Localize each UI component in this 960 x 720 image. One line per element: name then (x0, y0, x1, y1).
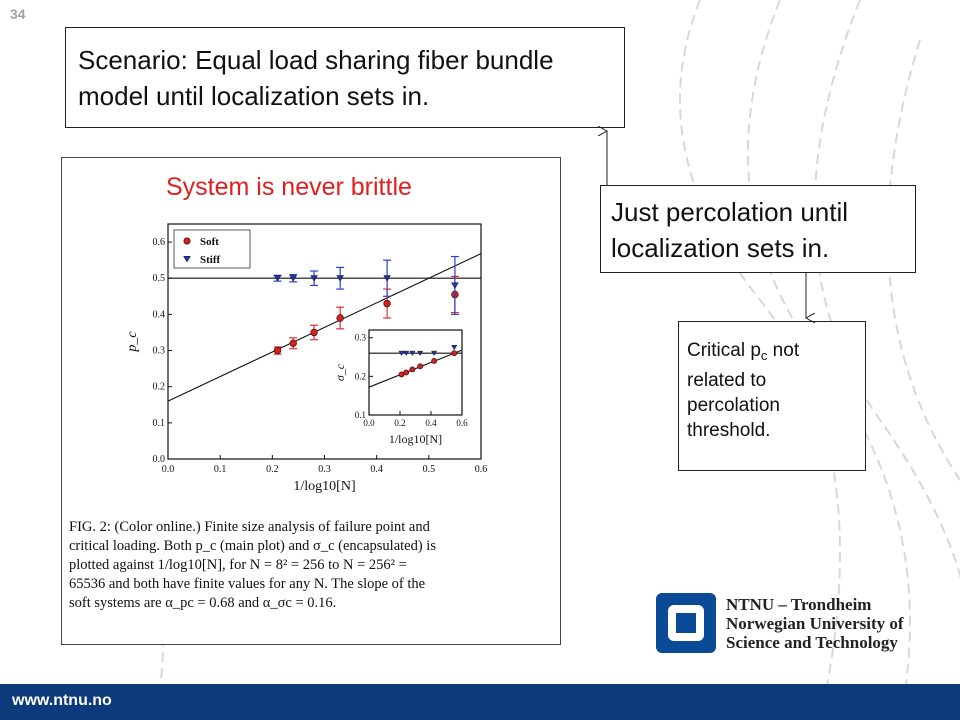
figure-panel (61, 157, 561, 645)
logo-line-3: Science and Technology (726, 633, 898, 652)
inset-point-soft (432, 358, 437, 363)
ntnu-logo (656, 593, 936, 657)
inset-ytick-label: 0.3 (354, 332, 366, 343)
inset-xlabel: 1/log10[N] (388, 432, 443, 446)
figure-title: System is never brittle (166, 173, 412, 201)
main-ylabel: p_c (125, 331, 140, 352)
main-xtick-label: 0.6 (474, 464, 488, 475)
inset-frame (369, 330, 462, 415)
caption-line-1: FIG. 2: (Color online.) Finite size analysis of failure point and (69, 519, 430, 535)
inset-ytick-label: 0.1 (354, 410, 366, 420)
main-point-soft (274, 347, 281, 354)
critical-line1-post: not (767, 340, 800, 361)
just-percolation-text: Just percolation until localization sets in. (611, 197, 849, 263)
critical-sub: c (760, 348, 768, 363)
figure-caption (69, 518, 554, 613)
main-ytick-label: 0.5 (152, 273, 165, 285)
footer-url[interactable]: www.ntnu.no (12, 692, 112, 709)
pc-chart (62, 213, 560, 513)
inset-point-soft (404, 370, 409, 375)
main-xtick-label: 0.0 (161, 464, 175, 475)
just-percolation-box (600, 185, 916, 273)
main-xtick-label: 0.4 (370, 464, 383, 475)
main-xtick-label: 0.5 (422, 464, 436, 475)
inset-xtick-label: 0.2 (394, 418, 406, 428)
inset-xtick-label: 0.6 (456, 418, 468, 428)
footer-bar (0, 684, 960, 720)
inset-point-soft (418, 364, 423, 369)
critical-line1-pre: Critical p (687, 340, 761, 361)
caption-line-3: plotted against 1/log10[N], for N = 8² = 256 to N = 256² = (69, 557, 407, 573)
inset-xtick-label: 0.4 (425, 418, 437, 428)
inset-point-soft (410, 367, 415, 372)
ntnu-logo-icon (656, 593, 716, 653)
scenario-box (65, 27, 625, 128)
scenario-text: Scenario: Equal load sharing fiber bundle model until localization sets in. (78, 45, 554, 111)
main-ytick-label: 0.3 (152, 345, 165, 357)
main-point-soft (290, 340, 297, 347)
inset-ytick-label: 0.2 (354, 371, 366, 382)
caption-line-2: critical loading. Both p_c (main plot) and σ_c (encapsulated) is (69, 538, 436, 554)
critical-rest: related to percolation threshold. (687, 370, 780, 441)
caption-line-4: 65536 and both have finite values for any N. The slope of the (69, 576, 426, 592)
main-point-soft (311, 329, 318, 336)
slide-number: 34 (10, 6, 26, 22)
main-xtick-label: 0.3 (318, 464, 331, 475)
critical-pc-box (678, 321, 866, 471)
main-xtick-label: 0.1 (213, 464, 227, 475)
main-point-soft (384, 300, 391, 307)
main-ytick-label: 0.2 (152, 381, 165, 393)
main-ytick-label: 0.6 (152, 237, 165, 249)
main-ytick-label: 0.1 (152, 417, 165, 429)
main-xlabel: 1/log10[N] (293, 479, 356, 494)
main-ytick-label: 0.4 (152, 309, 165, 321)
inset-point-soft (452, 351, 457, 356)
legend-soft-marker (184, 238, 190, 244)
main-ytick-label: 0.0 (152, 454, 165, 465)
logo-line-1: NTNU – Trondheim (726, 595, 872, 614)
inset-xtick-label: 0.0 (363, 418, 375, 428)
main-xtick-label: 0.2 (266, 464, 279, 475)
ntnu-logo-text (726, 595, 904, 652)
inset-ylabel: σ_c (333, 363, 347, 382)
legend-stiff-label: Stiff (200, 254, 221, 266)
caption-line-5: soft systems are α_pc = 0.68 and α_σc = 0.16. (69, 595, 337, 611)
main-point-soft (337, 315, 344, 322)
legend-soft-label: Soft (200, 236, 219, 248)
logo-line-2: Norwegian University of (726, 614, 904, 633)
